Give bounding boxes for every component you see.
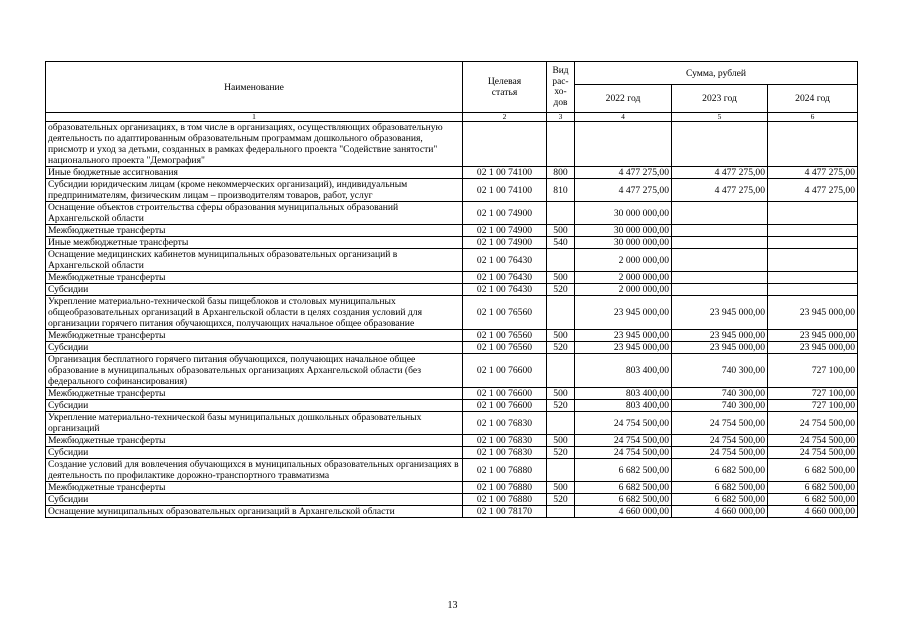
header-index: 4 <box>575 113 672 122</box>
cell-sum-2024: 23 945 000,00 <box>768 342 858 354</box>
cell-sum-2023: 740 300,00 <box>672 354 768 388</box>
cell-sum-2022: 4 477 275,00 <box>575 167 672 179</box>
cell-name: Укрепление материально-технической базы пищеблоков и столовых муниципальных общеобразовательных организаций в Архангельской области в целях создания условий для организации горячего питания обучающихся, получающих начальное общее образование <box>46 296 463 330</box>
cell-name: Иные бюджетные ассигнования <box>46 167 463 179</box>
cell-sum-2022: 2 000 000,00 <box>575 249 672 272</box>
table-row <box>46 459 858 482</box>
cell-sum-2023: 24 754 500,00 <box>672 447 768 459</box>
cell-target-code: 02 1 00 76430 <box>463 284 547 296</box>
header-target-label: Целевая статья <box>487 76 522 98</box>
cell-target-code: 02 1 00 74900 <box>463 202 547 225</box>
cell-sum-2024 <box>768 237 858 249</box>
cell-sum-2022: 24 754 500,00 <box>575 412 672 435</box>
table-header <box>46 62 858 122</box>
cell-expense-type: 520 <box>547 284 575 296</box>
cell-name: Укрепление материально-технической базы муниципальных дошкольных образовательных организаций <box>46 412 463 435</box>
cell-target-code: 02 1 00 76600 <box>463 400 547 412</box>
cell-sum-2024: 4 660 000,00 <box>768 506 858 518</box>
table-row <box>46 202 858 225</box>
cell-sum-2022: 30 000 000,00 <box>575 202 672 225</box>
table-row <box>46 167 858 179</box>
table-row <box>46 494 858 506</box>
cell-expense-type <box>547 354 575 388</box>
header-vid <box>547 62 575 113</box>
cell-target-code: 02 1 00 76880 <box>463 459 547 482</box>
cell-expense-type <box>547 202 575 225</box>
cell-sum-2023: 740 300,00 <box>672 388 768 400</box>
cell-name: Субсидии <box>46 447 463 459</box>
cell-target-code: 02 1 00 76600 <box>463 354 547 388</box>
cell-sum-2024: 727 100,00 <box>768 388 858 400</box>
cell-sum-2022: 4 477 275,00 <box>575 179 672 202</box>
cell-sum-2022: 4 660 000,00 <box>575 506 672 518</box>
cell-sum-2022: 24 754 500,00 <box>575 435 672 447</box>
cell-sum-2024 <box>768 249 858 272</box>
cell-target-code: 02 1 00 74100 <box>463 167 547 179</box>
cell-sum-2024: 727 100,00 <box>768 354 858 388</box>
cell-sum-2024 <box>768 272 858 284</box>
header-name: Наименование <box>46 62 463 113</box>
table-row <box>46 435 858 447</box>
cell-sum-2023 <box>672 272 768 284</box>
table-body <box>46 122 858 518</box>
header-index: 5 <box>672 113 768 122</box>
page-number: 13 <box>447 600 458 611</box>
cell-target-code: 02 1 00 78170 <box>463 506 547 518</box>
table-row <box>46 272 858 284</box>
cell-sum-2022: 23 945 000,00 <box>575 296 672 330</box>
table-row <box>46 342 858 354</box>
cell-target-code: 02 1 00 74900 <box>463 225 547 237</box>
cell-name: Субсидии <box>46 400 463 412</box>
header-index-row <box>46 113 858 122</box>
cell-name: Межбюджетные трансферты <box>46 435 463 447</box>
table-row <box>46 330 858 342</box>
cell-sum-2022: 24 754 500,00 <box>575 447 672 459</box>
cell-name: Межбюджетные трансферты <box>46 225 463 237</box>
header-index: 3 <box>547 113 575 122</box>
table-row <box>46 296 858 330</box>
cell-target-code: 02 1 00 74100 <box>463 179 547 202</box>
cell-sum-2022: 23 945 000,00 <box>575 330 672 342</box>
cell-sum-2023: 4 477 275,00 <box>672 179 768 202</box>
cell-sum-2022: 803 400,00 <box>575 400 672 412</box>
cell-expense-type: 500 <box>547 225 575 237</box>
cell-expense-type: 500 <box>547 272 575 284</box>
cell-sum-2023 <box>672 237 768 249</box>
cell-name: Оснащение муниципальных образовательных организаций в Архангельской области <box>46 506 463 518</box>
cell-name: Субсидии <box>46 342 463 354</box>
cell-expense-type: 500 <box>547 388 575 400</box>
cell-expense-type <box>547 296 575 330</box>
cell-target-code: 02 1 00 76430 <box>463 249 547 272</box>
cell-target-code: 02 1 00 76830 <box>463 447 547 459</box>
cell-target-code: 02 1 00 76560 <box>463 342 547 354</box>
cell-sum-2023 <box>672 225 768 237</box>
cell-sum-2024: 6 682 500,00 <box>768 482 858 494</box>
cell-name: Межбюджетные трансферты <box>46 482 463 494</box>
cell-sum-2022: 23 945 000,00 <box>575 342 672 354</box>
cell-sum-2023: 740 300,00 <box>672 400 768 412</box>
cell-sum-2024: 24 754 500,00 <box>768 435 858 447</box>
cell-expense-type <box>547 412 575 435</box>
cell-sum-2024: 24 754 500,00 <box>768 447 858 459</box>
cell-expense-type: 500 <box>547 435 575 447</box>
cell-target-code: 02 1 00 76830 <box>463 412 547 435</box>
header-vid-label: Вид рас- хо- дов <box>552 66 569 108</box>
cell-target-code: 02 1 00 76600 <box>463 388 547 400</box>
cell-sum-2022: 2 000 000,00 <box>575 284 672 296</box>
header-year-2023: 2023 год <box>672 85 768 113</box>
cell-sum-2023: 24 754 500,00 <box>672 435 768 447</box>
cell-expense-type <box>547 506 575 518</box>
cell-sum-2023 <box>672 202 768 225</box>
cell-target-code: 02 1 00 76880 <box>463 482 547 494</box>
cell-sum-2024 <box>768 122 858 167</box>
cell-name: Межбюджетные трансферты <box>46 272 463 284</box>
cell-name: Оснащение объектов строительства сферы образования муниципальных образований Архангельской области <box>46 202 463 225</box>
cell-sum-2024: 23 945 000,00 <box>768 330 858 342</box>
cell-expense-type: 810 <box>547 179 575 202</box>
cell-expense-type <box>547 459 575 482</box>
cell-sum-2022: 6 682 500,00 <box>575 494 672 506</box>
table-row <box>46 122 858 167</box>
cell-sum-2023: 23 945 000,00 <box>672 330 768 342</box>
cell-name: Субсидии <box>46 284 463 296</box>
cell-expense-type: 520 <box>547 342 575 354</box>
cell-expense-type: 520 <box>547 447 575 459</box>
table-row <box>46 354 858 388</box>
table-row <box>46 249 858 272</box>
cell-expense-type: 540 <box>547 237 575 249</box>
table-row <box>46 482 858 494</box>
cell-name: Оснащение медицинских кабинетов муниципальных образовательных организаций в Архангельской области <box>46 249 463 272</box>
budget-table <box>45 61 858 518</box>
cell-sum-2024: 4 477 275,00 <box>768 167 858 179</box>
table-row <box>46 412 858 435</box>
table-row <box>46 400 858 412</box>
cell-name: Создание условий для вовлечения обучающихся в муниципальных образовательных организациях в деятельность по профилактике дорожно-транспортного травматизма <box>46 459 463 482</box>
cell-target-code: 02 1 00 76560 <box>463 296 547 330</box>
cell-sum-2022: 803 400,00 <box>575 354 672 388</box>
cell-name: Субсидии юридическим лицам (кроме некоммерческих организаций), индивидуальным предпринимателям, физическим лицам – производителям товаров, работ, услуг <box>46 179 463 202</box>
table-row <box>46 284 858 296</box>
table-row <box>46 388 858 400</box>
cell-target-code: 02 1 00 76880 <box>463 494 547 506</box>
cell-sum-2024 <box>768 284 858 296</box>
cell-name: Субсидии <box>46 494 463 506</box>
cell-target-code: 02 1 00 74900 <box>463 237 547 249</box>
cell-name: Межбюджетные трансферты <box>46 388 463 400</box>
table-row <box>46 179 858 202</box>
cell-expense-type: 800 <box>547 167 575 179</box>
cell-sum-2023 <box>672 122 768 167</box>
cell-target-code: 02 1 00 76560 <box>463 330 547 342</box>
cell-sum-2024 <box>768 225 858 237</box>
cell-name: Иные межбюджетные трансферты <box>46 237 463 249</box>
cell-name: Организация бесплатного горячего питания обучающихся, получающих начальное общее образование в муниципальных образовательных организациях Архангельской области (без федерального софинансирования) <box>46 354 463 388</box>
table-row <box>46 237 858 249</box>
cell-expense-type: 520 <box>547 494 575 506</box>
cell-sum-2022: 2 000 000,00 <box>575 272 672 284</box>
cell-sum-2024: 727 100,00 <box>768 400 858 412</box>
table-row <box>46 447 858 459</box>
cell-sum-2023: 6 682 500,00 <box>672 482 768 494</box>
cell-sum-2022: 6 682 500,00 <box>575 482 672 494</box>
cell-name: образовательных организациях, в том числе в организациях, осуществляющих образовательную деятельность по адаптированным образовательным программам дошкольного образования, присмотр и уход за детьми, созданных в рамках федерального проекта "Содействие занятости" национального проекта "Демография" <box>46 122 463 167</box>
cell-target-code: 02 1 00 76830 <box>463 435 547 447</box>
cell-sum-2022: 30 000 000,00 <box>575 237 672 249</box>
cell-sum-2023 <box>672 284 768 296</box>
cell-sum-2024 <box>768 202 858 225</box>
cell-expense-type: 500 <box>547 482 575 494</box>
header-sum: Сумма, рублей <box>575 62 858 85</box>
cell-target-code: 02 1 00 76430 <box>463 272 547 284</box>
cell-target-code <box>463 122 547 167</box>
header-index: 2 <box>463 113 547 122</box>
cell-sum-2022: 6 682 500,00 <box>575 459 672 482</box>
table-row <box>46 225 858 237</box>
cell-expense-type: 520 <box>547 400 575 412</box>
cell-sum-2022 <box>575 122 672 167</box>
cell-sum-2024: 6 682 500,00 <box>768 459 858 482</box>
cell-sum-2023: 4 477 275,00 <box>672 167 768 179</box>
cell-sum-2024: 23 945 000,00 <box>768 296 858 330</box>
header-index: 1 <box>46 113 463 122</box>
cell-sum-2023: 23 945 000,00 <box>672 342 768 354</box>
cell-sum-2024: 24 754 500,00 <box>768 412 858 435</box>
cell-sum-2024: 4 477 275,00 <box>768 179 858 202</box>
table-row <box>46 506 858 518</box>
cell-expense-type <box>547 122 575 167</box>
header-index: 6 <box>768 113 858 122</box>
cell-sum-2024: 6 682 500,00 <box>768 494 858 506</box>
cell-sum-2023: 23 945 000,00 <box>672 296 768 330</box>
cell-sum-2023: 6 682 500,00 <box>672 459 768 482</box>
cell-sum-2022: 803 400,00 <box>575 388 672 400</box>
cell-name: Межбюджетные трансферты <box>46 330 463 342</box>
header-target <box>463 62 547 113</box>
header-year-2022: 2022 год <box>575 85 672 113</box>
cell-sum-2023: 24 754 500,00 <box>672 412 768 435</box>
cell-sum-2022: 30 000 000,00 <box>575 225 672 237</box>
header-year-2024: 2024 год <box>768 85 858 113</box>
cell-sum-2023: 6 682 500,00 <box>672 494 768 506</box>
cell-expense-type: 500 <box>547 330 575 342</box>
cell-expense-type <box>547 249 575 272</box>
cell-sum-2023 <box>672 249 768 272</box>
cell-sum-2023: 4 660 000,00 <box>672 506 768 518</box>
